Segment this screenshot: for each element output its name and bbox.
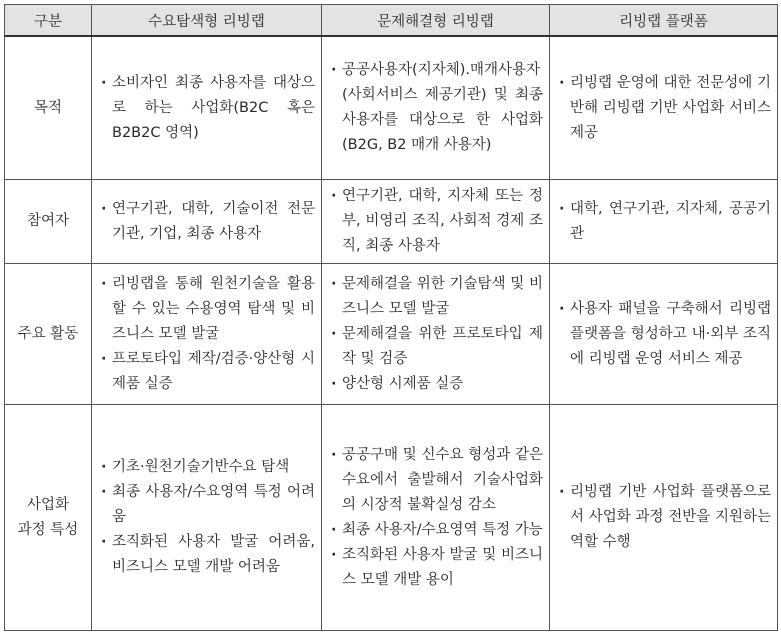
header-row xyxy=(5,5,778,37)
bullet-item: · 사용자 패널을 구축해서 리빙랩 플랫폼을 형성하고 내·외부 조직에 리빙랩 운영 서비스 제공 xyxy=(558,297,771,372)
cell-demand-traits xyxy=(92,405,322,631)
table-row xyxy=(5,405,778,631)
bullet-item: · 공공구매 및 신수요 형성과 같은 수요에서 출발해서 기술사업화의 시장적 불확실성 감소 xyxy=(330,443,543,518)
table-row xyxy=(5,180,778,264)
cell-problem-traits xyxy=(322,405,550,631)
cell-platform-purpose xyxy=(550,36,778,180)
cell-demand-activities xyxy=(92,264,322,405)
bullet-item: · 최종 사용자/수요영역 특정 가능 xyxy=(330,518,543,543)
row-label-purpose: 목적 xyxy=(5,36,92,180)
bullet-item: · 문제해결을 위한 프로토타입 제작 및 검증 xyxy=(330,322,543,372)
row-label-commercialization-traits xyxy=(5,405,92,631)
cell-demand-participants xyxy=(92,180,322,264)
header-problem-solving: 문제해결형 리빙랩 xyxy=(322,5,550,37)
bullet-item: · 소비자인 최종 사용자를 대상으로 하는 사업화(B2C 혹은 B2B2C 영역) xyxy=(100,71,315,146)
living-lab-comparison-table xyxy=(4,4,778,631)
cell-platform-activities xyxy=(550,264,778,405)
bullet-item: · 문제해결을 위한 기술탐색 및 비즈니스 모델 발굴 xyxy=(330,272,543,322)
row-label-main-activities: 주요 활동 xyxy=(5,264,92,405)
bullet-item: · 리빙랩을 통해 원천기술을 활용할 수 있는 수용영역 탐색 및 비즈니스 모델 발굴 xyxy=(100,272,315,347)
bullet-item: · 최종 사용자/수요영역 특정 어려움 xyxy=(100,480,315,530)
header-category: 구분 xyxy=(5,5,92,37)
bullet-item: · 양산형 시제품 실증 xyxy=(330,372,543,397)
cell-problem-activities xyxy=(322,264,550,405)
cell-platform-participants xyxy=(550,180,778,264)
bullet-item: · 리빙랩 기반 사업화 플랫폼으로서 사업화 과정 전반을 지원하는 역할 수행 xyxy=(558,480,771,555)
cell-platform-traits xyxy=(550,405,778,631)
bullet-item: · 조직화된 사용자 발굴 어려움, 비즈니스 모델 개발 어려움 xyxy=(100,530,315,580)
header-demand-exploration: 수요탐색형 리빙랩 xyxy=(92,5,322,37)
table-row xyxy=(5,264,778,405)
bullet-item: · 리빙랩 운영에 대한 전문성에 기반해 리빙랩 기반 사업화 서비스 제공 xyxy=(558,71,771,146)
bullet-item: · 연구기관, 대학, 기술이전 전문기관, 기업, 최종 사용자 xyxy=(100,197,315,247)
bullet-item: · 공공사용자(지자체).매개사용자(사회서비스 제공기관) 및 최종 사용자를 대상으로 한 사업화(B2G, B2 매개 사용자) xyxy=(330,58,543,158)
bullet-item: · 조직화된 사용자 발굴 및 비즈니스 모델 개발 용이 xyxy=(330,543,543,593)
table-row xyxy=(5,36,778,180)
bullet-item: · 프로토타입 제작/검증·양산형 시제품 실증 xyxy=(100,347,315,397)
row-label-participants: 참여자 xyxy=(5,180,92,264)
bullet-item: · 연구기관, 대학, 지자체 또는 정부, 비영리 조직, 사회적 경제 조직, 최종 사용자 xyxy=(330,184,543,259)
header-platform: 리빙랩 플랫폼 xyxy=(550,5,778,37)
cell-demand-purpose xyxy=(92,36,322,180)
bullet-item: · 기초·원천기술기반수요 탐색 xyxy=(100,455,315,480)
bullet-item: · 대학, 연구기관, 지자체, 공공기관 xyxy=(558,197,771,247)
cell-problem-purpose xyxy=(322,36,550,180)
row-label-line: 사업화 xyxy=(26,496,70,513)
cell-problem-participants xyxy=(322,180,550,264)
row-label-line: 과정 특성 xyxy=(17,521,79,538)
